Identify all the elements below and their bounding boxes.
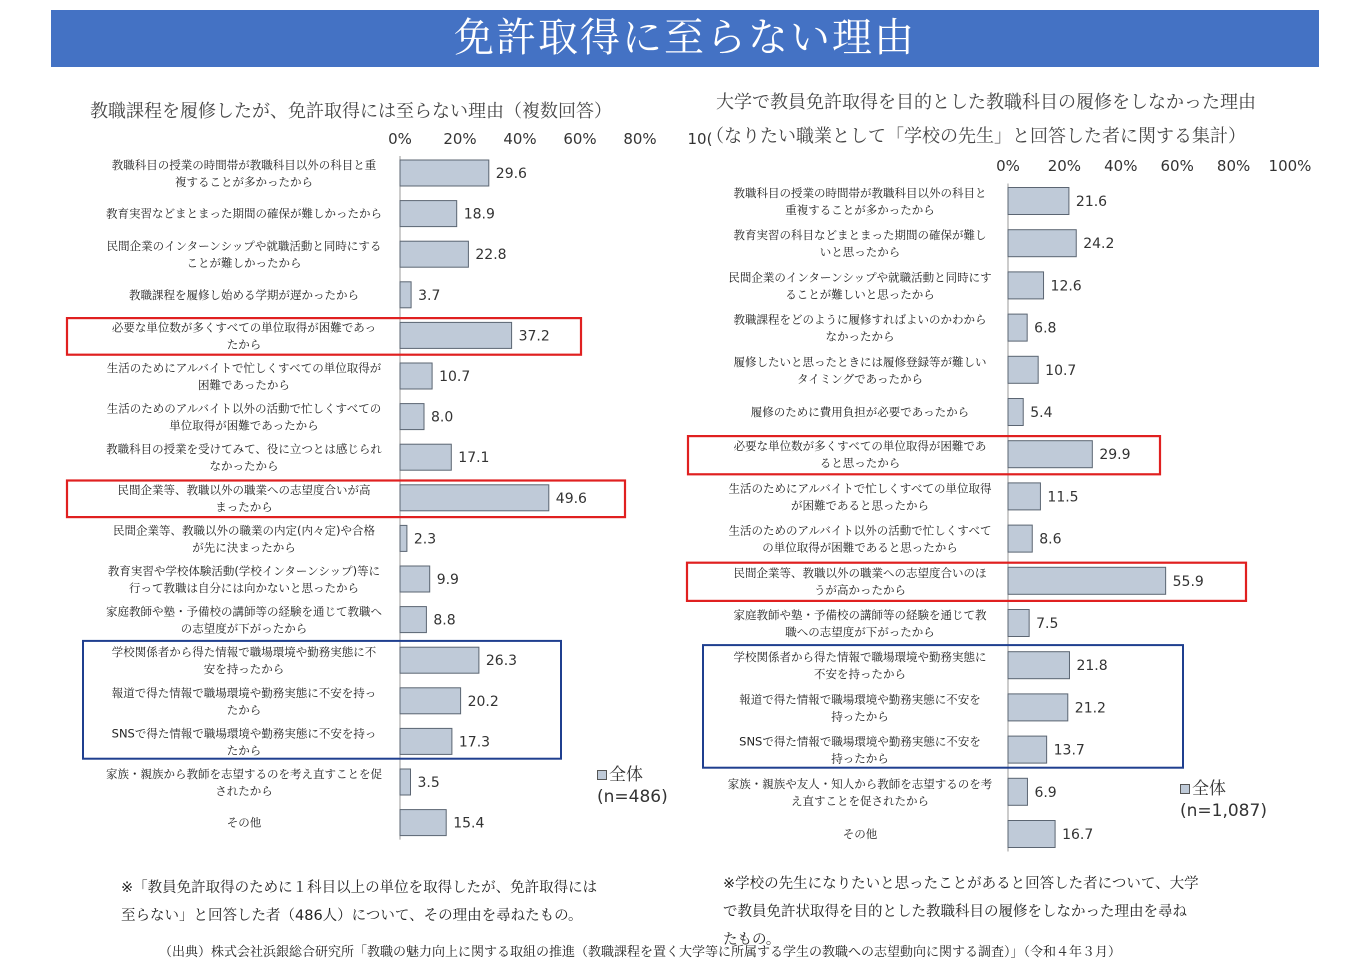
x-tick-label: 100% [1268, 157, 1312, 175]
data-label: 6.8 [1034, 320, 1057, 337]
data-label: 26.3 [485, 653, 518, 670]
data-label: 3.5 [417, 775, 440, 791]
category-label: 教育実習や学校体験活動(学校インターンシップ)等に [107, 564, 381, 578]
left-footnote [121, 874, 681, 930]
note-line: ※学校の先生になりたいと思ったことがあると回答した者について、大学 [723, 876, 1199, 892]
category-label: 職への志望度が下がったから [785, 625, 935, 639]
category-label: うが高かったから [814, 582, 906, 597]
category-label: 必要な単位数が多くすべての単位取得が困難であ [733, 439, 987, 454]
data-label: 37.2 [518, 328, 550, 345]
category-label: たから [226, 702, 262, 717]
category-label: その他 [226, 815, 262, 830]
legend-n: (n=486) [597, 787, 668, 807]
bar [1008, 441, 1092, 468]
x-tick-label: 60% [1160, 157, 1194, 175]
bar [400, 201, 457, 227]
x-tick-label: 20% [443, 130, 477, 148]
category-label: 生活のためにアルバイトで忙しくすべての単位取得 [728, 481, 992, 496]
category-label: SNSで得た情報で職場環境や勤務実態に不安を持っ [111, 726, 377, 741]
bar [1008, 272, 1044, 299]
data-label: 11.5 [1047, 489, 1079, 506]
category-label: 学校関係者から得た情報で職場環境や勤務実態に不 [111, 645, 377, 660]
category-label: その他 [842, 827, 878, 841]
note-line: ※「教員免許取得のために１科目以上の単位を取得したが、免許取得には [121, 880, 598, 896]
category-label: 教職科目の授業を受けてみて、役に立つとは感じられ [106, 442, 382, 457]
category-label: の単位取得が困難であると思ったから [762, 540, 958, 555]
category-label: SNSで得た情報で職場環境や勤務実態に不安を [739, 734, 981, 749]
category-label: まったから [215, 499, 273, 514]
category-label: 履修したいと思ったときには履修登録等が難しい [733, 354, 987, 369]
category-label: 教育実習などまとまった期間の確保が難しかったから [106, 206, 382, 221]
category-label: え直すことを促されたから [791, 793, 929, 808]
data-label: 5.4 [1030, 405, 1053, 421]
category-label: 家庭教師や塾・予備校の講師等の経験を通じて教 [733, 608, 987, 622]
data-label: 24.2 [1083, 236, 1115, 253]
category-label: 持ったから [831, 709, 889, 724]
category-label: 民間企業等、教職以外の職業への志望度合いのほ [733, 565, 987, 580]
category-label: 重複することが多かったから [785, 203, 935, 217]
category-label: 民間企業等、教職以外の職業の内定(内々定)や合格 [113, 523, 375, 538]
category-label: たから [226, 743, 262, 758]
bar [400, 160, 489, 186]
bar [400, 647, 479, 673]
note-line: たもの。 [723, 932, 781, 948]
category-label: 民間企業等、教職以外の職業への志望度合いが高 [117, 482, 371, 497]
category-label: 必要な単位数が多くすべての単位取得が困難であっ [111, 320, 377, 335]
data-label: 55.9 [1172, 573, 1204, 590]
bar [400, 322, 512, 348]
data-label: 21.6 [1075, 194, 1108, 210]
bar [1008, 694, 1068, 721]
category-label: 持ったから [831, 751, 889, 766]
bar [400, 282, 411, 308]
bar [1008, 230, 1076, 257]
legend-label: 全体 [1192, 779, 1226, 799]
data-label: 8.6 [1039, 531, 1062, 548]
data-label: 21.8 [1076, 658, 1108, 675]
x-tick-label: 80% [623, 130, 657, 148]
bar [1008, 525, 1032, 552]
category-label: 生活のためのアルバイト以外の活動で忙しくすべての [106, 401, 382, 416]
category-label: 行って教職は自分には向かないと思ったから [129, 581, 359, 595]
note-line: で教員免許状取得を目的とした教職科目の履修をしなかった理由を尋ね [723, 904, 1187, 920]
x-tick-label: 80% [1216, 157, 1251, 175]
category-label: 報道で得た情報で職場環境や勤務実態に不安を [739, 692, 981, 707]
note-line: 至らない」と回答した者（486人）について、その理由を尋ねたもの。 [121, 908, 583, 924]
data-label: 20.2 [467, 693, 499, 710]
category-label: 複することが多かったから [175, 175, 313, 189]
category-label: 教職科目の授業の時間帯が教職科目以外の科目と重 [111, 158, 377, 172]
category-label: 安を持ったから [203, 662, 285, 677]
bar [1008, 188, 1069, 215]
bar [1008, 821, 1055, 848]
bar [400, 444, 451, 470]
left-legend [597, 764, 668, 808]
data-label: 21.2 [1074, 700, 1106, 717]
x-tick-label: 40% [1104, 157, 1138, 175]
legend-label: 全体 [609, 765, 643, 785]
category-label: ることが難しいと思ったから [785, 287, 935, 302]
data-label: 15.4 [453, 815, 485, 832]
category-label: 民間企業のインターンシップや就職活動と同時にする [106, 239, 382, 254]
data-label: 10.7 [439, 369, 471, 385]
category-label: 不安を持ったから [814, 667, 906, 682]
bar [1008, 652, 1069, 679]
data-label: 8.0 [431, 409, 454, 426]
data-label: 17.3 [458, 734, 491, 751]
data-label: 9.9 [436, 572, 459, 588]
legend-n: (n=1,087) [1180, 801, 1267, 821]
x-tick-label: 40% [503, 130, 537, 148]
right-legend [1180, 778, 1267, 822]
category-label: ことが難しかったから [186, 256, 302, 271]
bar [1008, 483, 1040, 510]
data-label: 49.6 [555, 490, 587, 507]
bar [400, 241, 468, 267]
category-label: 家庭教師や塾・予備校の講師等の経験を通じて教職へ [106, 604, 382, 619]
category-label: たから [226, 337, 262, 352]
category-label: 履修のために費用負担が必要であったから [750, 405, 970, 419]
category-label: されたから [215, 784, 273, 798]
category-label: 生活のためにアルバイトで忙しくすべての単位取得が [106, 361, 382, 375]
category-label: 民間企業のインターンシップや就職活動と同時にす [728, 270, 992, 285]
bar [1008, 314, 1027, 341]
x-tick-label: 0% [996, 157, 1020, 175]
right-chart-subtitle-2: （なりたい職業として「学校の先生」と回答した者に関する集計） [706, 126, 1246, 147]
bar [400, 607, 426, 633]
bar [400, 485, 549, 511]
page-title: 免許取得に至らない理由 [51, 10, 1319, 67]
data-label: 7.5 [1036, 616, 1059, 632]
category-label: ると思ったから [819, 456, 901, 471]
left-chart-subtitle: 教職課程を履修したが、免許取得には至らない理由（複数回答） [90, 101, 612, 122]
data-label: 12.6 [1050, 278, 1082, 295]
data-label: 29.6 [495, 166, 527, 182]
category-label: 単位取得が困難であったから [169, 418, 319, 433]
data-label: 8.8 [433, 612, 456, 629]
data-label: 17.1 [458, 450, 490, 467]
category-label: なかったから [209, 459, 279, 474]
bar [400, 363, 432, 389]
bar [400, 728, 452, 754]
category-label: 生活のためのアルバイト以外の活動で忙しくすべて [728, 523, 992, 538]
category-label: 教職科目の授業の時間帯が教職科目以外の科目と [733, 186, 987, 200]
category-label: の志望度が下がったから [180, 621, 308, 636]
category-label: 家族・親族や友人・知人から教師を志望するのを考 [727, 776, 993, 791]
data-label: 29.9 [1099, 447, 1131, 464]
category-label: タイミングであったから [797, 371, 923, 386]
bar [400, 810, 446, 836]
bar [400, 566, 430, 592]
data-label: 3.7 [418, 287, 441, 304]
bar [1008, 610, 1029, 637]
legend-swatch [1180, 784, 1190, 794]
category-label: なかったから [825, 329, 895, 344]
bar [1008, 399, 1023, 426]
x-tick-label: 60% [563, 130, 597, 148]
x-tick-label: 20% [1047, 157, 1082, 175]
source-citation: （出典）株式会社浜銀総合研究所「教職の魅力向上に関する取組の推進（教職課程を置く大学等に所属する学生の教職への志望動向に関する調査）」（令和４年３月） [159, 945, 1122, 960]
bar [400, 404, 424, 430]
right-chart-subtitle: 大学で教員免許取得を目的とした教職科目の履修をしなかった理由 [716, 92, 1256, 113]
category-label: いと思ったから [819, 245, 901, 260]
x-tick-label: 10( [687, 130, 713, 148]
bar [400, 525, 407, 551]
data-label: 13.7 [1053, 742, 1085, 759]
data-label: 2.3 [413, 531, 437, 548]
bar [400, 688, 461, 714]
bar [400, 769, 411, 795]
x-tick-label: 0% [388, 130, 412, 148]
category-label: 困難であったから [198, 378, 290, 392]
data-label: 22.8 [475, 247, 507, 264]
category-label: が困難であると思ったから [791, 498, 929, 513]
bar [1008, 356, 1038, 383]
data-label: 6.9 [1034, 784, 1057, 801]
legend-swatch [597, 770, 607, 780]
data-label: 10.7 [1045, 362, 1077, 379]
bar [1008, 778, 1027, 805]
data-label: 18.9 [463, 206, 495, 223]
category-label: 学校関係者から得た情報で職場環境や勤務実態に [733, 650, 987, 665]
bar [1008, 567, 1166, 594]
category-label: 教育実習の科目などまとまった期間の確保が難し [733, 228, 987, 243]
category-label: 教職課程をどのように履修すればよいのかわから [733, 312, 987, 327]
category-label: 家族・親族から教師を志望するのを考え直すことを促 [106, 767, 382, 781]
data-label: 16.7 [1062, 827, 1094, 843]
category-label: 報道で得た情報で職場環境や勤務実態に不安を持っ [111, 685, 377, 700]
category-label: が先に決まったから [192, 540, 296, 555]
bar [1008, 736, 1047, 763]
category-label: 教職課程を履修し始める学期が遅かったから [129, 287, 359, 302]
